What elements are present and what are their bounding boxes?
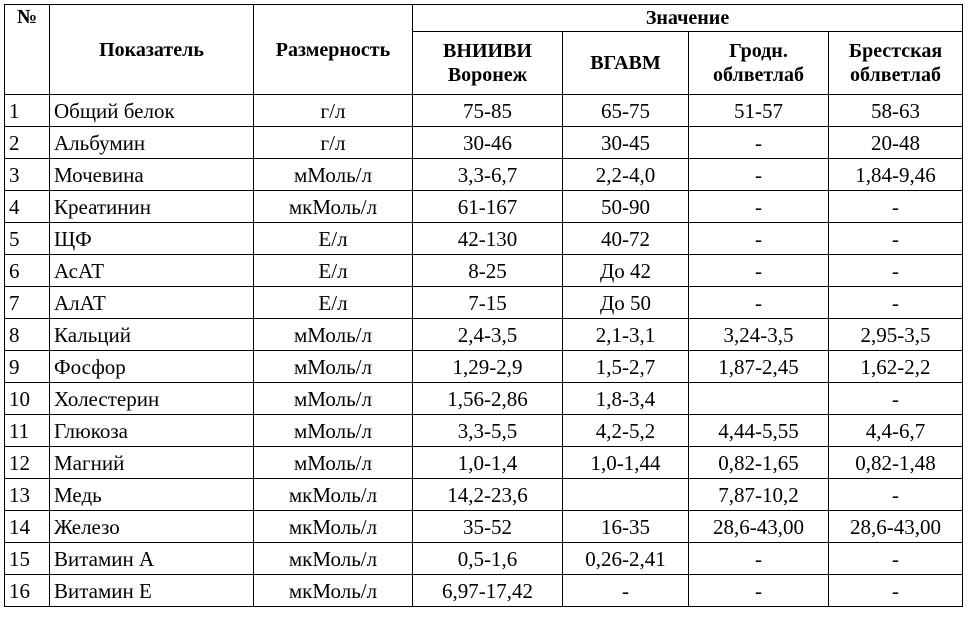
cell-num: 12 <box>5 447 50 479</box>
cell-value-brest: - <box>829 479 963 511</box>
cell-value-vgavm: 65-75 <box>563 95 689 127</box>
cell-num: 1 <box>5 95 50 127</box>
cell-unit: Е/л <box>254 223 413 255</box>
cell-value-vniivi: 1,0-1,4 <box>413 447 563 479</box>
header-source-line2: облветлаб <box>850 64 941 86</box>
cell-value-brest: - <box>829 223 963 255</box>
cell-num: 14 <box>5 511 50 543</box>
header-source-line2: облветлаб <box>713 64 804 86</box>
header-unit: Размерность <box>254 5 413 95</box>
cell-indicator: АлАТ <box>50 287 254 319</box>
cell-unit: мкМоль/л <box>254 575 413 607</box>
table-row <box>5 159 963 191</box>
cell-value-vniivi: 61-167 <box>413 191 563 223</box>
cell-indicator: Витамин А <box>50 543 254 575</box>
cell-value-brest: 58-63 <box>829 95 963 127</box>
table-row <box>5 543 963 575</box>
cell-value-vniivi: 1,56-2,86 <box>413 383 563 415</box>
cell-value-vgavm: До 50 <box>563 287 689 319</box>
cell-value-vgavm: 16-35 <box>563 511 689 543</box>
cell-indicator: Креатинин <box>50 191 254 223</box>
table-row <box>5 191 963 223</box>
cell-value-grodno: 51-57 <box>689 95 829 127</box>
cell-value-brest: - <box>829 575 963 607</box>
cell-value-grodno: - <box>689 287 829 319</box>
cell-value-vniivi: 35-52 <box>413 511 563 543</box>
cell-value-grodno: - <box>689 543 829 575</box>
cell-unit: мМоль/л <box>254 351 413 383</box>
cell-unit: г/л <box>254 95 413 127</box>
header-row-top <box>5 5 963 32</box>
cell-value-vniivi: 6,97-17,42 <box>413 575 563 607</box>
header-source-brest <box>829 32 963 95</box>
header-source-vniivi <box>413 32 563 95</box>
cell-indicator: Глюкоза <box>50 415 254 447</box>
cell-indicator: Витамин Е <box>50 575 254 607</box>
cell-num: 8 <box>5 319 50 351</box>
cell-value-vgavm: 2,2-4,0 <box>563 159 689 191</box>
cell-value-brest: 20-48 <box>829 127 963 159</box>
cell-value-vgavm: 40-72 <box>563 223 689 255</box>
cell-value-vgavm: 4,2-5,2 <box>563 415 689 447</box>
cell-unit: мМоль/л <box>254 383 413 415</box>
cell-unit: мМоль/л <box>254 447 413 479</box>
table-row <box>5 383 963 415</box>
table-row <box>5 511 963 543</box>
cell-value-grodno: - <box>689 255 829 287</box>
header-source-line1: Брестская <box>848 40 943 62</box>
cell-unit: Е/л <box>254 287 413 319</box>
table-row <box>5 127 963 159</box>
cell-value-grodno: 0,82-1,65 <box>689 447 829 479</box>
cell-value-grodno: - <box>689 127 829 159</box>
cell-value-vgavm: 50-90 <box>563 191 689 223</box>
cell-value-vniivi: 1,29-2,9 <box>413 351 563 383</box>
cell-value-grodno: 1,87-2,45 <box>689 351 829 383</box>
cell-value-grodno: - <box>689 191 829 223</box>
cell-indicator: Альбумин <box>50 127 254 159</box>
cell-num: 15 <box>5 543 50 575</box>
table-row <box>5 319 963 351</box>
header-indicator: Показатель <box>50 5 254 95</box>
header-source-grodno <box>689 32 829 95</box>
cell-value-vniivi: 3,3-6,7 <box>413 159 563 191</box>
cell-value-grodno: - <box>689 159 829 191</box>
cell-value-grodno: 4,44-5,55 <box>689 415 829 447</box>
cell-indicator: Магний <box>50 447 254 479</box>
cell-value-brest: 4,4-6,7 <box>829 415 963 447</box>
cell-value-vniivi: 0,5-1,6 <box>413 543 563 575</box>
cell-indicator: Кальций <box>50 319 254 351</box>
cell-num: 4 <box>5 191 50 223</box>
reference-values-table <box>4 4 963 607</box>
table-row <box>5 95 963 127</box>
cell-num: 6 <box>5 255 50 287</box>
cell-unit: мкМоль/л <box>254 511 413 543</box>
cell-num: 11 <box>5 415 50 447</box>
cell-value-vniivi: 3,3-5,5 <box>413 415 563 447</box>
cell-value-vgavm: 30-45 <box>563 127 689 159</box>
cell-value-brest: 1,62-2,2 <box>829 351 963 383</box>
cell-value-brest: - <box>829 383 963 415</box>
cell-value-vgavm: 1,8-3,4 <box>563 383 689 415</box>
cell-value-grodno: 3,24-3,5 <box>689 319 829 351</box>
table-row <box>5 479 963 511</box>
table-row <box>5 255 963 287</box>
header-source-line1: ВГАВМ <box>590 52 661 74</box>
cell-indicator: Медь <box>50 479 254 511</box>
table-row <box>5 575 963 607</box>
cell-indicator: Холестерин <box>50 383 254 415</box>
cell-unit: мМоль/л <box>254 159 413 191</box>
cell-unit: г/л <box>254 127 413 159</box>
cell-num: 5 <box>5 223 50 255</box>
cell-value-brest: - <box>829 287 963 319</box>
cell-num: 3 <box>5 159 50 191</box>
cell-unit: мкМоль/л <box>254 543 413 575</box>
cell-value-vgavm: 1,0-1,44 <box>563 447 689 479</box>
cell-num: 9 <box>5 351 50 383</box>
cell-num: 10 <box>5 383 50 415</box>
cell-value-vniivi: 2,4-3,5 <box>413 319 563 351</box>
cell-indicator: АсАТ <box>50 255 254 287</box>
cell-value-brest: - <box>829 255 963 287</box>
header-source-line1: ВНИИВИ <box>443 40 532 62</box>
table-row <box>5 351 963 383</box>
cell-value-vgavm <box>563 479 689 511</box>
cell-num: 13 <box>5 479 50 511</box>
cell-indicator: ЩФ <box>50 223 254 255</box>
cell-num: 2 <box>5 127 50 159</box>
cell-value-grodno: 7,87-10,2 <box>689 479 829 511</box>
cell-value-vgavm: 1,5-2,7 <box>563 351 689 383</box>
cell-unit: мкМоль/л <box>254 479 413 511</box>
cell-value-grodno <box>689 383 829 415</box>
cell-value-brest: 28,6-43,00 <box>829 511 963 543</box>
cell-unit: мкМоль/л <box>254 191 413 223</box>
header-source-line1: Гродн. <box>729 40 788 62</box>
cell-value-grodno: - <box>689 575 829 607</box>
cell-value-vniivi: 30-46 <box>413 127 563 159</box>
cell-value-vniivi: 7-15 <box>413 287 563 319</box>
cell-value-vniivi: 75-85 <box>413 95 563 127</box>
table-row <box>5 223 963 255</box>
cell-indicator: Фосфор <box>50 351 254 383</box>
header-source-vgavm <box>563 32 689 95</box>
cell-indicator: Общий белок <box>50 95 254 127</box>
table-row <box>5 447 963 479</box>
cell-unit: Е/л <box>254 255 413 287</box>
cell-value-grodno: - <box>689 223 829 255</box>
cell-value-vniivi: 14,2-23,6 <box>413 479 563 511</box>
cell-value-vgavm: - <box>563 575 689 607</box>
table-row <box>5 287 963 319</box>
cell-value-vgavm: 0,26-2,41 <box>563 543 689 575</box>
cell-unit: мМоль/л <box>254 415 413 447</box>
cell-num: 7 <box>5 287 50 319</box>
table-body <box>5 95 963 607</box>
cell-value-brest: - <box>829 543 963 575</box>
cell-unit: мМоль/л <box>254 319 413 351</box>
cell-value-vgavm: До 42 <box>563 255 689 287</box>
cell-value-grodno: 28,6-43,00 <box>689 511 829 543</box>
header-value-group: Значение <box>413 5 963 32</box>
cell-indicator: Мочевина <box>50 159 254 191</box>
table-row <box>5 415 963 447</box>
cell-indicator: Железо <box>50 511 254 543</box>
cell-value-brest: 1,84-9,46 <box>829 159 963 191</box>
cell-value-vniivi: 42-130 <box>413 223 563 255</box>
header-num: № <box>5 5 50 95</box>
cell-value-vniivi: 8-25 <box>413 255 563 287</box>
cell-value-brest: - <box>829 191 963 223</box>
cell-value-brest: 0,82-1,48 <box>829 447 963 479</box>
cell-value-brest: 2,95-3,5 <box>829 319 963 351</box>
header-source-line2: Воронеж <box>447 64 528 86</box>
cell-num: 16 <box>5 575 50 607</box>
cell-value-vgavm: 2,1-3,1 <box>563 319 689 351</box>
